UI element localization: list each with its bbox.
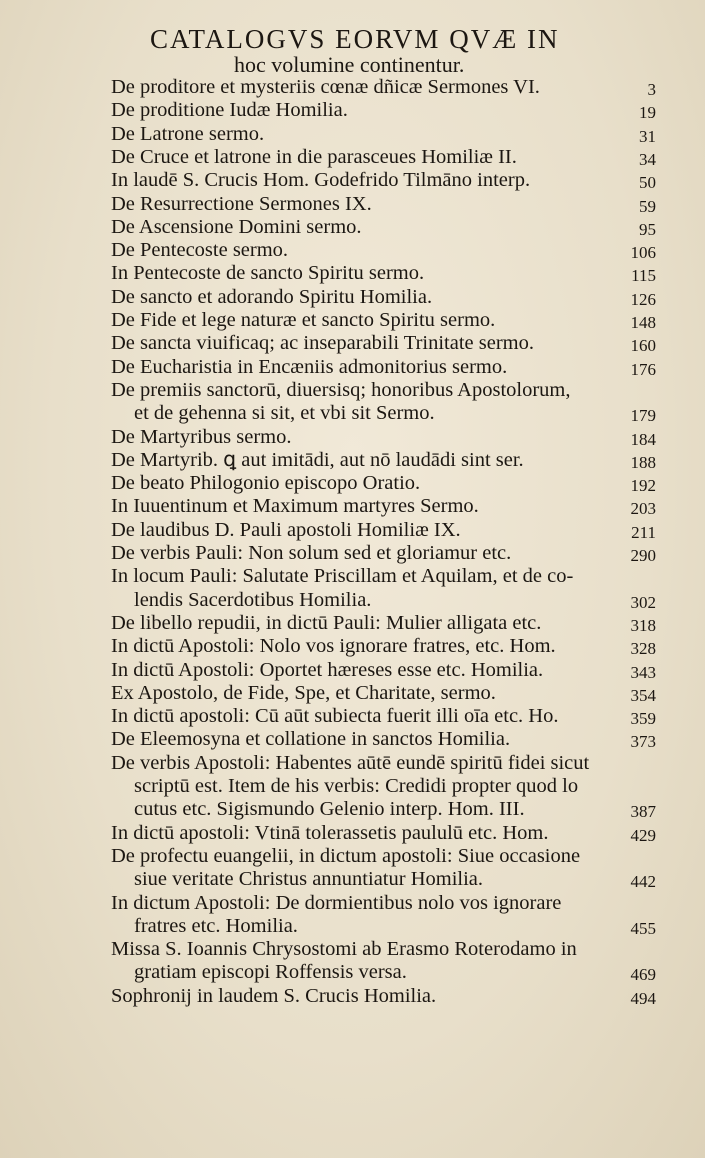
entry-title: De Pentecoste sermo. — [111, 239, 289, 262]
entry-page-number: 176 — [630, 359, 656, 379]
entry-title: In dictū apostoli: Cū aūt subiecta fuerit illi oīa etc. Ho. — [111, 705, 559, 728]
entry-title: De Fide et lege naturæ et sancto Spiritu sermo. — [111, 309, 496, 331]
entry-page-number: 19 — [639, 103, 656, 123]
entry-title: In locum Pauli: Salutate Priscillam et Aquilam, et de co- — [111, 565, 574, 588]
entry-title: De premiis sanctorū, diuersisq; honoribus Apostolorum, — [111, 378, 571, 401]
entry-title: De Resurrectione Sermones IX. — [111, 192, 372, 215]
entry-title: De verbis Apostoli: Habentes aūtē eundē spiritū fidei sicut — [111, 751, 590, 774]
entry-title-continuation: lendis Sacerdotibus Homilia. — [134, 588, 372, 611]
entry-title: De Eucharistia in Encæniis admonitorius sermo. — [111, 355, 508, 378]
entry-page-number: 59 — [639, 196, 656, 216]
catalog-title: CATALOGVS EORVM QVÆ IN — [150, 24, 560, 54]
entry-page-number: 3 — [647, 80, 656, 99]
entry-page-number: 50 — [639, 173, 656, 193]
entry-title: De sancto et adorando Spiritu Homilia. — [111, 285, 433, 308]
entry-page-number: 302 — [630, 592, 656, 612]
entry-title: De Eleemosyna et collatione in sanctos Homilia. — [111, 728, 511, 751]
entry-page-number: 328 — [630, 639, 656, 659]
entry-page-number: 184 — [630, 429, 656, 449]
entry-title: In dictum Apostoli: De dormientibus nolo vos ignorare — [111, 891, 562, 914]
entry-page-number: 455 — [630, 918, 656, 938]
entry-title: De proditione Iudæ Homilia. — [111, 99, 348, 122]
entry-page-number: 106 — [630, 243, 656, 263]
entry-title: De Cruce et latrone in die parasceues Homiliæ II. — [111, 145, 517, 168]
entry-page-number: 469 — [630, 965, 656, 985]
entry-title: De Martyrib. ꝗ aut imitādi, aut nō laudādi sint ser. — [111, 448, 524, 471]
entry-page-number: 160 — [630, 336, 656, 356]
entry-title: De Ascensione Domini sermo. — [111, 215, 362, 238]
entry-page-number: 290 — [630, 546, 656, 565]
entry-title: De beato Philogonio episcopo Oratio. — [111, 472, 421, 495]
entry-page-number: 126 — [630, 289, 656, 309]
entry-title-continuation: siue veritate Christus annuntiatur Homilia. — [134, 868, 484, 891]
entry-page-number: 115 — [631, 266, 656, 286]
entry-title-continuation: gratiam episcopi Roffensis versa. — [134, 961, 407, 984]
entry-title: De Latrone sermo. — [111, 122, 265, 145]
entry-title-continuation: cutus etc. Sigismundo Gelenio interp. Hom. III. — [134, 798, 525, 821]
entry-page-number: 203 — [630, 499, 656, 519]
entry-title: In dictū apostoli: Vtinā tolerassetis paululū etc. Hom. — [111, 821, 549, 844]
entry-page-number: 211 — [631, 522, 656, 542]
entry-page-number: 34 — [639, 149, 656, 169]
entry-title-continuation: et de gehenna si sit, et vbi sit Sermo. — [134, 402, 435, 425]
entry-page-number: 354 — [630, 685, 656, 705]
entry-page-number: 494 — [630, 988, 656, 1008]
entry-page-number: 192 — [630, 476, 656, 496]
entry-title: De libello repudii, in dictū Pauli: Mulier alligata etc. — [111, 611, 542, 634]
entry-page-number: 188 — [630, 452, 656, 472]
entry-title: De Martyribus sermo. — [111, 425, 292, 448]
entry-title: De verbis Pauli: Non solum sed et gloriamur etc. — [111, 542, 512, 564]
entry-title-continuation: fratres etc. Homilia. — [134, 914, 298, 937]
entry-page-number: 387 — [630, 802, 656, 822]
entry-title-continuation: scriptū est. Item de his verbis: Credidi propter quod lo — [134, 774, 579, 797]
entry-page-number: 31 — [639, 126, 656, 146]
entry-page-number: 442 — [630, 872, 656, 892]
entry-page-number: 95 — [639, 219, 656, 239]
entry-title: In dictū Apostoli: Oportet hæreses esse etc. Homilia. — [111, 658, 544, 681]
entry-title: In Iuuentinum et Maximum martyres Sermo. — [111, 495, 479, 518]
entry-title: Sophronij in laudem S. Crucis Homilia. — [111, 984, 437, 1007]
entry-title: De sancta viuificaq; ac inseparabili Trinitate sermo. — [111, 332, 534, 355]
entry-title: In Pentecoste de sancto Spiritu sermo. — [111, 262, 425, 285]
entry-title: In laudē S. Crucis Hom. Godefrido Tilmāno interp. — [111, 169, 531, 192]
entry-title: De laudibus D. Pauli apostoli Homiliæ IX. — [111, 518, 461, 541]
entry-page-number: 318 — [630, 615, 656, 635]
entry-page-number: 179 — [630, 406, 656, 426]
entry-page-number: 359 — [630, 709, 656, 729]
entry-title: Ex Apostolo, de Fide, Spe, et Charitate, sermo. — [111, 681, 496, 704]
entry-title: In dictū Apostoli: Nolo vos ignorare fratres, etc. Hom. — [111, 635, 556, 658]
entry-page-number: 373 — [630, 732, 656, 752]
catalog-subtitle: hoc volumine continentur. — [234, 52, 465, 77]
entry-title: Missa S. Ioannis Chrysostomi ab Erasmo Roterodamo in — [111, 938, 577, 961]
entry-page-number: 343 — [630, 662, 656, 682]
entry-title: De profectu euangelii, in dictum apostoli: Siue occasione — [111, 844, 581, 867]
entry-page-number: 429 — [630, 825, 656, 845]
entry-title: De proditore et mysteriis cœnæ dñicæ Sermones VI. — [111, 76, 540, 98]
entry-page-number: 148 — [630, 313, 656, 332]
